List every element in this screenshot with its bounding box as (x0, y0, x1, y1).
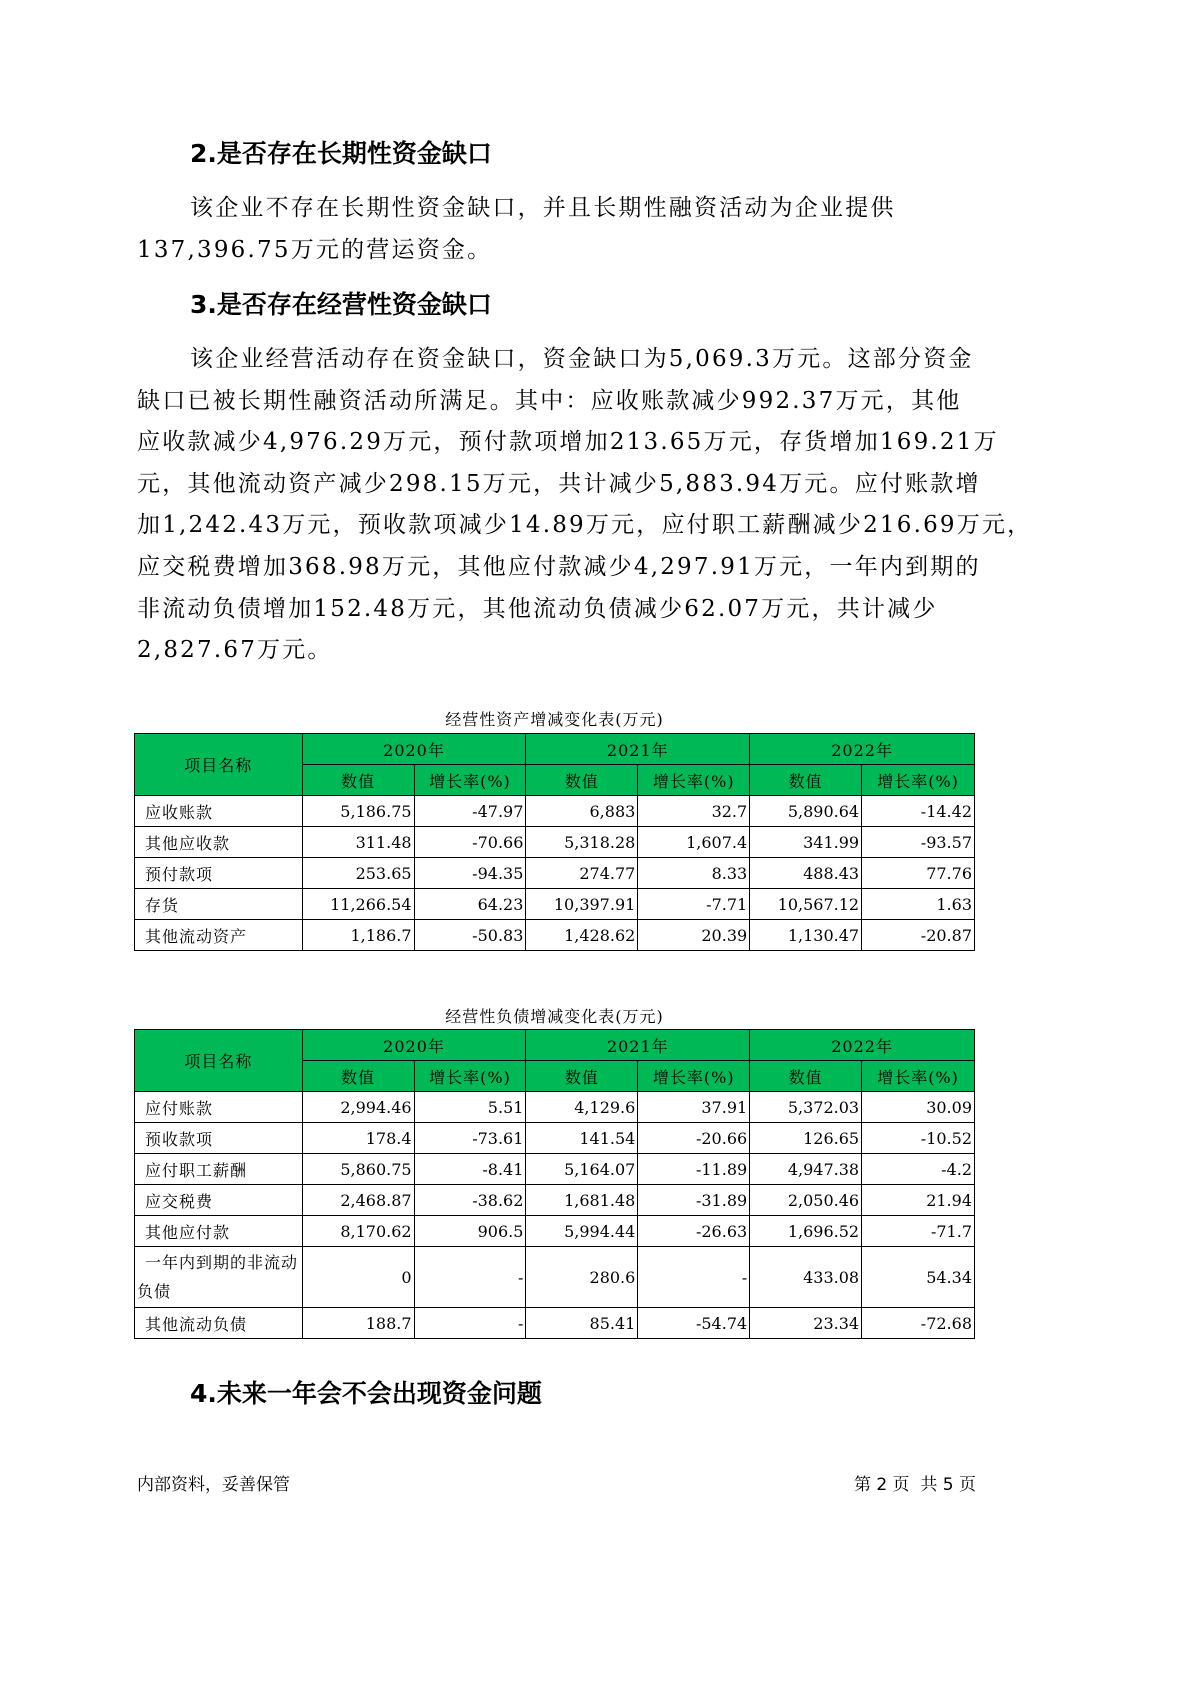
header-sub: 数值 (750, 765, 862, 796)
paragraph-line: 应收款减少4,976.29万元，预付款项增加213.65万元，存货增加169.21万 (137, 429, 999, 456)
cell-value: 2,050.46 (750, 1185, 862, 1216)
cell-value: - (638, 1247, 750, 1308)
row-label: 一年内到期的非流动负债 (135, 1247, 303, 1308)
cell-value: -54.74 (638, 1308, 750, 1339)
cell-value: 5.51 (414, 1092, 526, 1123)
paragraph-line: 该企业不存在长期性资金缺口，并且长期性融资活动为企业提供 (190, 195, 896, 221)
cell-value: -31.89 (638, 1185, 750, 1216)
row-label: 其他流动资产 (135, 920, 303, 951)
header-sub: 数值 (526, 765, 638, 796)
table-row (135, 1308, 975, 1339)
header-sub: 增长率(%) (638, 1061, 750, 1092)
header-year: 2020年 (302, 734, 526, 765)
cell-value: 906.5 (414, 1216, 526, 1247)
header-sub: 增长率(%) (414, 1061, 526, 1092)
footer-confidential: 内部资料，妥善保管 (137, 1475, 290, 1495)
paragraph-operating (137, 339, 1033, 672)
cell-value: 64.23 (414, 889, 526, 920)
cell-value: 1,186.7 (302, 920, 414, 951)
cell-value: 1.63 (862, 889, 975, 920)
cell-value: -20.66 (638, 1123, 750, 1154)
cell-value: 4,129.6 (526, 1092, 638, 1123)
header-item-name: 项目名称 (135, 734, 303, 796)
cell-value: 4,947.38 (750, 1154, 862, 1185)
paragraph-line: 应交税费增加368.98万元，其他应付款减少4,297.91万元，一年内到期的 (137, 553, 981, 580)
cell-value: 126.65 (750, 1123, 862, 1154)
header-year: 2020年 (302, 1030, 526, 1061)
header-sub: 数值 (302, 1061, 414, 1092)
table-caption-assets: 经营性资产增减变化表(万元) (445, 710, 664, 729)
row-label: 应交税费 (135, 1185, 303, 1216)
row-label: 应收账款 (135, 796, 303, 827)
cell-value: 5,890.64 (750, 796, 862, 827)
cell-value: -70.66 (414, 827, 526, 858)
cell-value: -14.42 (862, 796, 975, 827)
header-item-name: 项目名称 (135, 1030, 303, 1092)
cell-value: 20.39 (638, 920, 750, 951)
table-caption-liabilities: 经营性负债增减变化表(万元) (445, 1007, 664, 1026)
header-sub: 增长率(%) (862, 765, 975, 796)
table-row (135, 1247, 975, 1308)
cell-value: 5,860.75 (302, 1154, 414, 1185)
cell-value: 32.7 (638, 796, 750, 827)
cell-value: -8.41 (414, 1154, 526, 1185)
cell-value: -7.71 (638, 889, 750, 920)
cell-value: 311.48 (302, 827, 414, 858)
cell-value: 8,170.62 (302, 1216, 414, 1247)
liabilities-change-table (134, 1029, 975, 1339)
cell-value: 6,883 (526, 796, 638, 827)
cell-value: -71.7 (862, 1216, 975, 1247)
heading-operating-gap: 3.是否存在经营性资金缺口 (190, 290, 492, 319)
paragraph-line: 非流动负债增加152.48万元，其他流动负债减少62.07万元，共计减少 (137, 595, 938, 622)
cell-value: 21.94 (862, 1185, 975, 1216)
cell-value: 188.7 (302, 1308, 414, 1339)
cell-value: 10,397.91 (526, 889, 638, 920)
cell-value: -10.52 (862, 1123, 975, 1154)
cell-value: 1,681.48 (526, 1185, 638, 1216)
table-row (135, 920, 975, 951)
table-row (135, 858, 975, 889)
cell-value: 341.99 (750, 827, 862, 858)
cell-value: 178.4 (302, 1123, 414, 1154)
cell-value: -94.35 (414, 858, 526, 889)
table-row (135, 1216, 975, 1247)
cell-value: 1,607.4 (638, 827, 750, 858)
header-year: 2021年 (526, 734, 750, 765)
header-year: 2022年 (750, 1030, 975, 1061)
cell-value: -38.62 (414, 1185, 526, 1216)
paragraph-line: 2,827.67万元。 (137, 637, 333, 664)
cell-value: 2,468.87 (302, 1185, 414, 1216)
page-number: 第 2 页 共 5 页 (853, 1475, 976, 1495)
table-row (135, 1123, 975, 1154)
table-row (135, 827, 975, 858)
header-sub: 增长率(%) (638, 765, 750, 796)
cell-value: 253.65 (302, 858, 414, 889)
row-label: 其他应付款 (135, 1216, 303, 1247)
header-sub: 数值 (526, 1061, 638, 1092)
cell-value: 1,130.47 (750, 920, 862, 951)
paragraph-line: 137,396.75万元的营运资金。 (137, 236, 493, 263)
cell-value: 8.33 (638, 858, 750, 889)
row-label: 其他流动负债 (135, 1308, 303, 1339)
cell-value: 280.6 (526, 1247, 638, 1308)
heading-future-funding: 4.未来一年会不会出现资金问题 (190, 1379, 542, 1408)
header-sub: 数值 (302, 765, 414, 796)
header-sub: 增长率(%) (862, 1061, 975, 1092)
cell-value: 23.34 (750, 1308, 862, 1339)
paragraph-long-term (137, 188, 982, 271)
table-row (135, 1092, 975, 1123)
cell-value: -47.97 (414, 796, 526, 827)
cell-value: 433.08 (750, 1247, 862, 1308)
cell-value: 488.43 (750, 858, 862, 889)
cell-value: 5,372.03 (750, 1092, 862, 1123)
cell-value: -50.83 (414, 920, 526, 951)
cell-value: -20.87 (862, 920, 975, 951)
row-label: 应付账款 (135, 1092, 303, 1123)
cell-value: 54.34 (862, 1247, 975, 1308)
paragraph-line: 缺口已被长期性融资活动所满足。其中：应收账款减少992.37万元，其他 (137, 387, 962, 414)
cell-value: 5,186.75 (302, 796, 414, 827)
row-label: 存货 (135, 889, 303, 920)
cell-value: 1,428.62 (526, 920, 638, 951)
row-label: 预付款项 (135, 858, 303, 889)
header-sub: 数值 (750, 1061, 862, 1092)
table-row (135, 889, 975, 920)
cell-value: 30.09 (862, 1092, 975, 1123)
row-label: 预收款项 (135, 1123, 303, 1154)
cell-value: 1,696.52 (750, 1216, 862, 1247)
cell-value: 2,994.46 (302, 1092, 414, 1123)
cell-value: 10,567.12 (750, 889, 862, 920)
cell-value: 274.77 (526, 858, 638, 889)
cell-value: - (414, 1308, 526, 1339)
cell-value: 5,318.28 (526, 827, 638, 858)
heading-long-term-gap: 2.是否存在长期性资金缺口 (190, 139, 492, 168)
row-label: 其他应收款 (135, 827, 303, 858)
header-sub: 增长率(%) (414, 765, 526, 796)
cell-value: 5,994.44 (526, 1216, 638, 1247)
assets-change-table (134, 733, 975, 951)
table-row (135, 1185, 975, 1216)
cell-value: -73.61 (414, 1123, 526, 1154)
header-year: 2022年 (750, 734, 975, 765)
cell-value: - (414, 1247, 526, 1308)
cell-value: -4.2 (862, 1154, 975, 1185)
header-year: 2021年 (526, 1030, 750, 1061)
cell-value: 85.41 (526, 1308, 638, 1339)
row-label: 应付职工薪酬 (135, 1154, 303, 1185)
cell-value: 77.76 (862, 858, 975, 889)
cell-value: 37.91 (638, 1092, 750, 1123)
cell-value: 5,164.07 (526, 1154, 638, 1185)
table-row (135, 796, 975, 827)
cell-value: 141.54 (526, 1123, 638, 1154)
cell-value: 0 (302, 1247, 414, 1308)
cell-value: -72.68 (862, 1308, 975, 1339)
cell-value: -93.57 (862, 827, 975, 858)
paragraph-line: 元，其他流动资产减少298.15万元，共计减少5,883.94万元。应付账款增 (137, 470, 981, 497)
table-row (135, 1154, 975, 1185)
cell-value: -26.63 (638, 1216, 750, 1247)
cell-value: -11.89 (638, 1154, 750, 1185)
paragraph-line: 该企业经营活动存在资金缺口，资金缺口为5,069.3万元。这部分资金 (190, 346, 974, 372)
cell-value: 11,266.54 (302, 889, 414, 920)
paragraph-line: 加1,242.43万元，预收款项减少14.89万元，应付职工薪酬减少216.69万元， (137, 512, 1033, 539)
